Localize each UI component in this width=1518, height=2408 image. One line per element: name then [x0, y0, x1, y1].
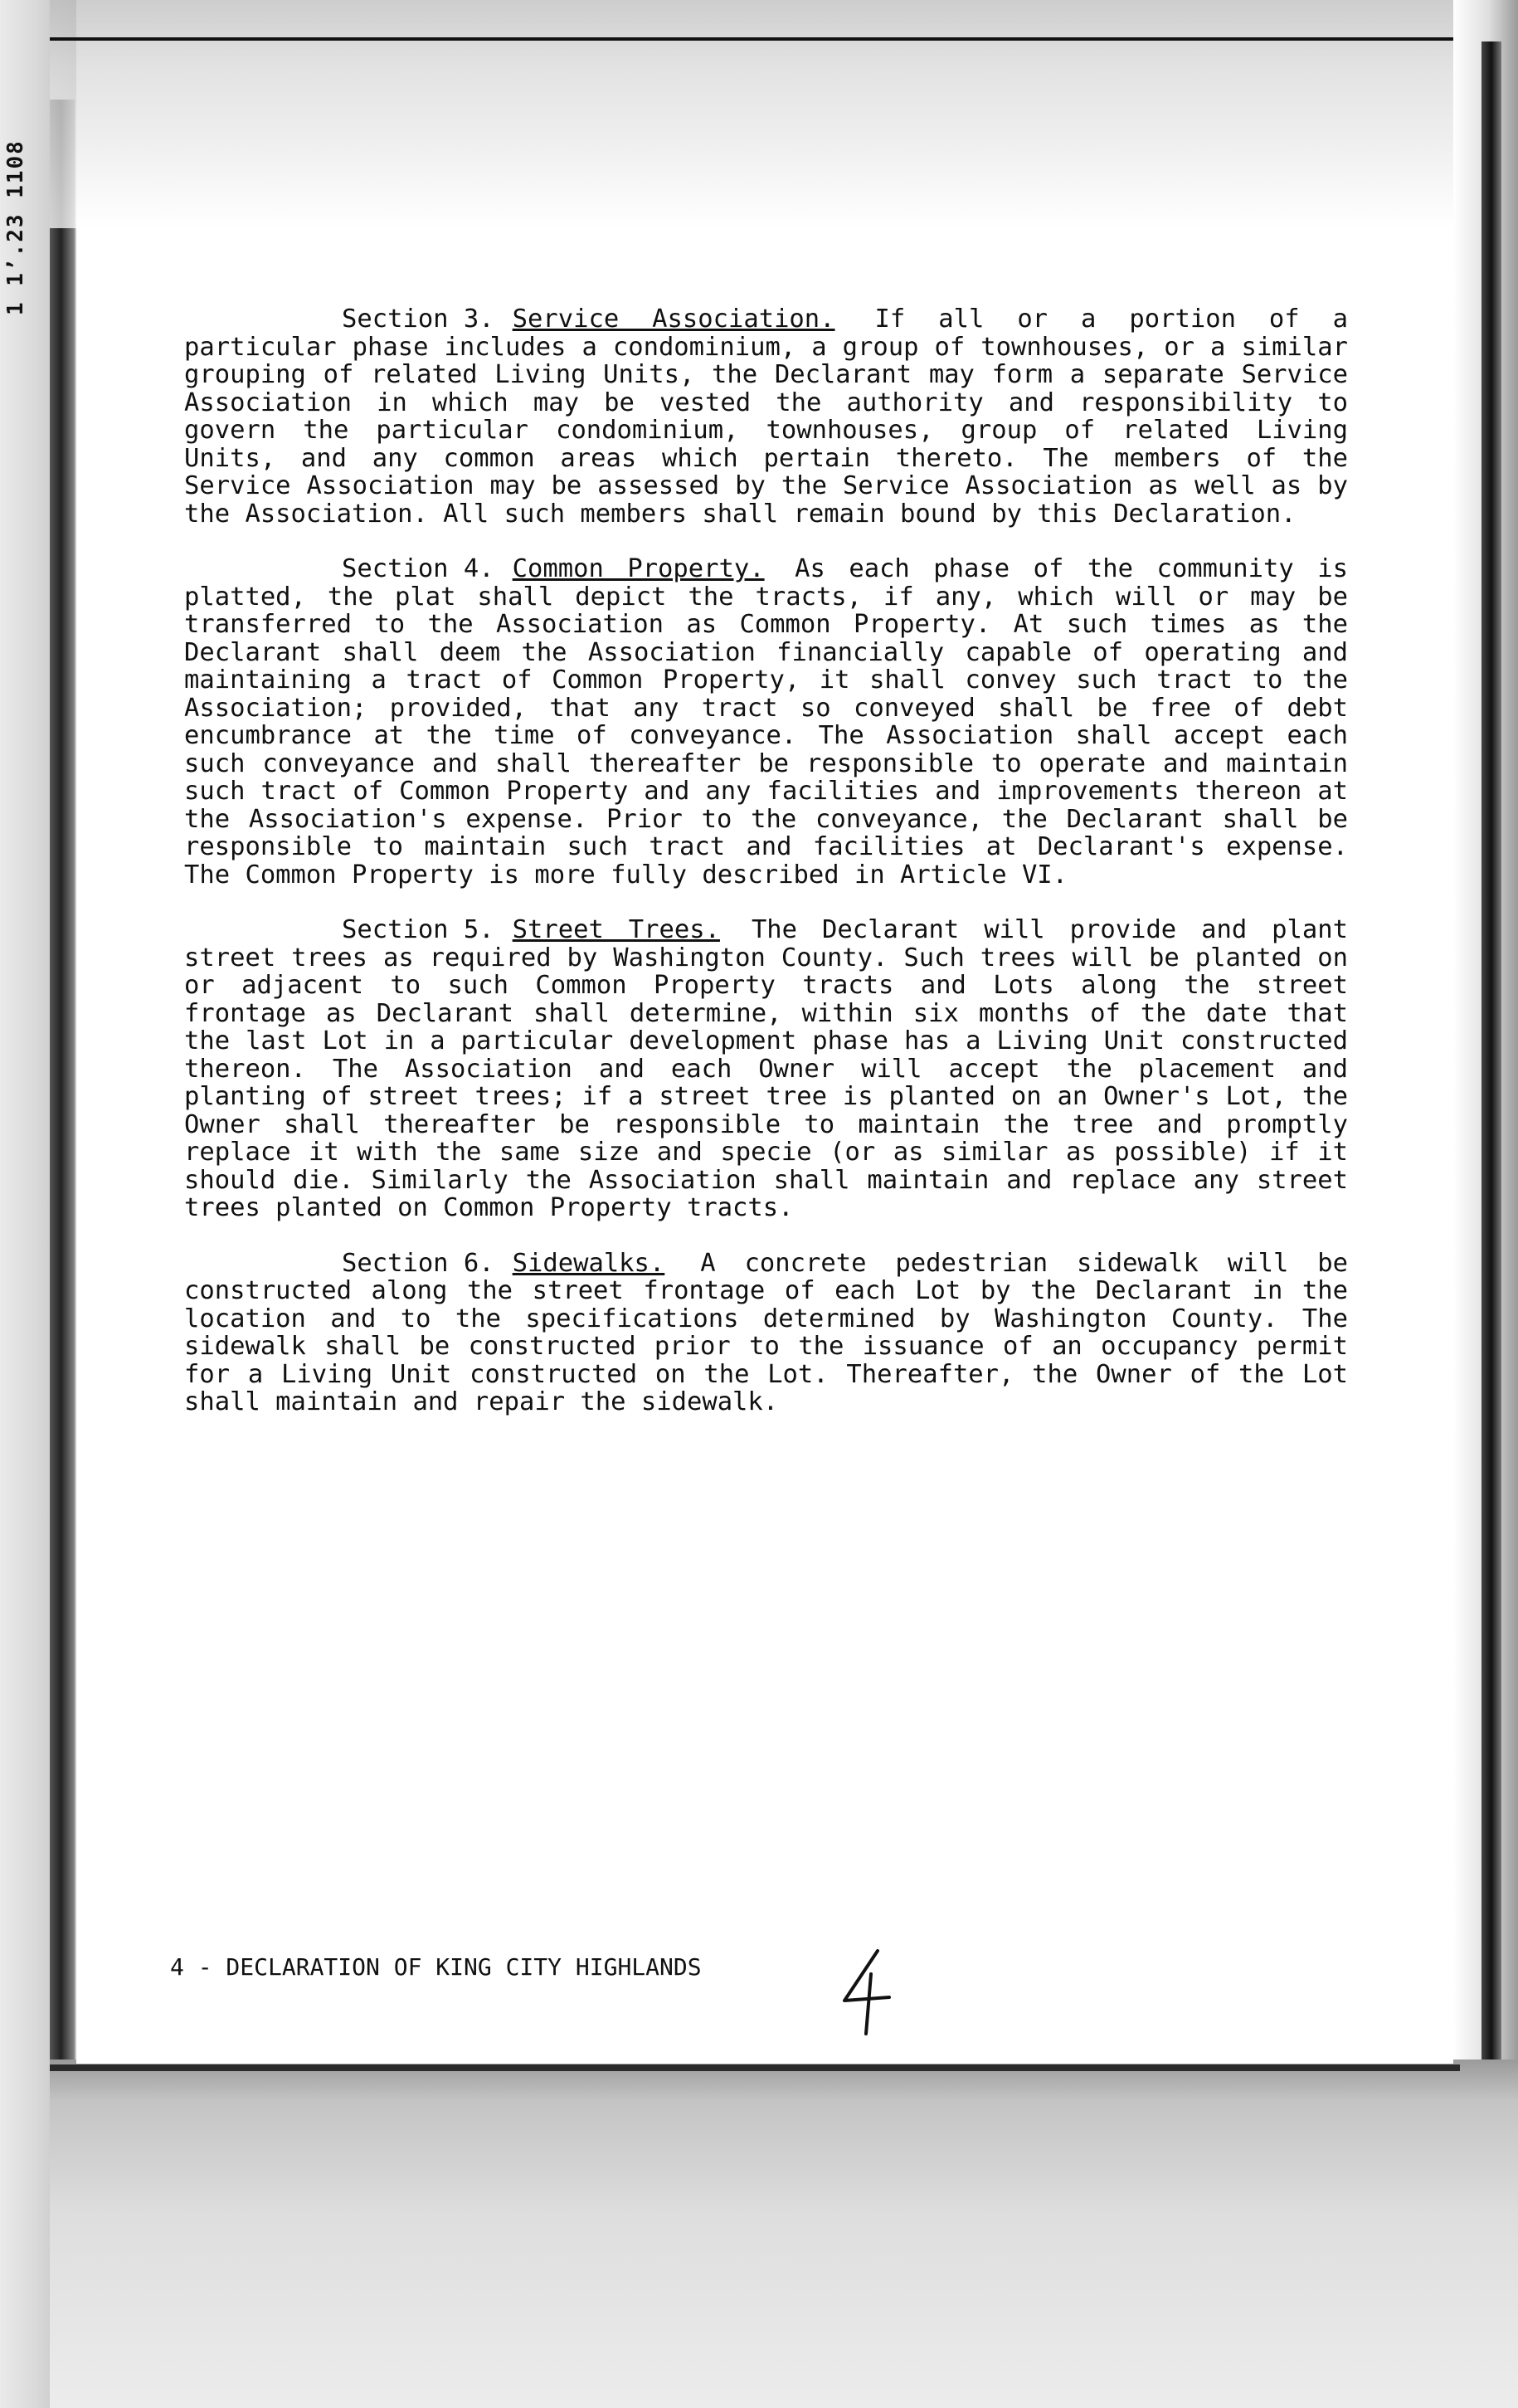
page-footer: 4 - DECLARATION OF KING CITY HIGHLANDS [170, 1953, 702, 1981]
scan-top-rule [50, 37, 1468, 41]
section-5 [184, 916, 1348, 1222]
bates-stamp: 1 1’.23 1108 [3, 139, 28, 315]
section-4 [184, 555, 1348, 889]
section-6 [184, 1250, 1348, 1416]
scan-border-top [50, 0, 1518, 228]
section-number: Section 3. [342, 305, 494, 334]
section-number: Section 5. [342, 915, 494, 944]
section-number: Section 6. [342, 1248, 494, 1278]
scan-border-left-bar [50, 100, 75, 2091]
section-body: A concrete pedestrian sidewalk will be constructed along the street frontage of each Lot by the Declarant in the location and to the specifications determined by Washington County. The sidewalk shall be constructed prior to the issuance of an occupancy permit for a Living Unit constructed on the Lot. Thereafter, the Owner of the Lot shall maintain and repair the sidewalk. [184, 1248, 1348, 1416]
section-number: Section 4. [342, 554, 494, 583]
section-3 [184, 305, 1348, 528]
scan-border-right-bar [1482, 41, 1501, 2408]
section-body: As each phase of the community is platted, the plat shall depict the tracts, if any, which will or may be transferred to the Association as Common Property. At such times as the Declarant shall deem the Association financially capable of operating and maintaining a tract of Common Property, it shall convey such tract to the Association; provided, that any tract so conveyed shall be free of debt encumbrance at the time of conveyance. The Association shall accept each such conveyance and shall thereafter be responsible to operate and maintain such tract of Common Property and any facilities and improvements thereon at the Association's expense. Prior to the conveyance, the Declarant shall be responsible to maintain such tract and facilities at Declarant's expense. The Common Property is more fully described in Article VI. [184, 554, 1348, 890]
document-body [184, 305, 1348, 1444]
section-title: Sidewalks. [512, 1248, 665, 1278]
handwritten-page-number [838, 1946, 896, 2037]
section-title: Common Property. [512, 554, 765, 583]
scan-border-bottom [50, 2059, 1518, 2408]
section-body: The Declarant will provide and plant street trees as required by Washington County. Such trees will be planted on or adjacent to such Common Property tracts and Lots along the street frontage as Declarant shall determine, within six months of the date that the last Lot in a particular development phase has a Living Unit constructed thereon. The Association and each Owner will accept the placement and planting of street trees; if a street tree is planted on an Owner's Lot, the Owner shall thereafter be responsible to maintain the tree and promptly replace it with the same size and specie (or as similar as possible) if it should die. Similarly the Association shall maintain and replace any street trees planted on Common Property tracts. [184, 915, 1348, 1222]
section-title: Street Trees. [512, 915, 720, 944]
section-body: If all or a portion of a particular phase includes a condominium, a group of townhouses, or a similar grouping of related Living Units, the Declarant may form a separate Service Association in which may be vested the authority and responsibility to govern the particular condominium, townhouses, group of related Living Units, and any common areas which pertain thereto. The members of the Service Association may be assessed by the Service Association as well as by the Association. All such members shall remain bound by this Declaration. [184, 305, 1348, 529]
section-title: Service Association. [512, 305, 835, 334]
scan-bottom-rule [50, 2064, 1460, 2071]
